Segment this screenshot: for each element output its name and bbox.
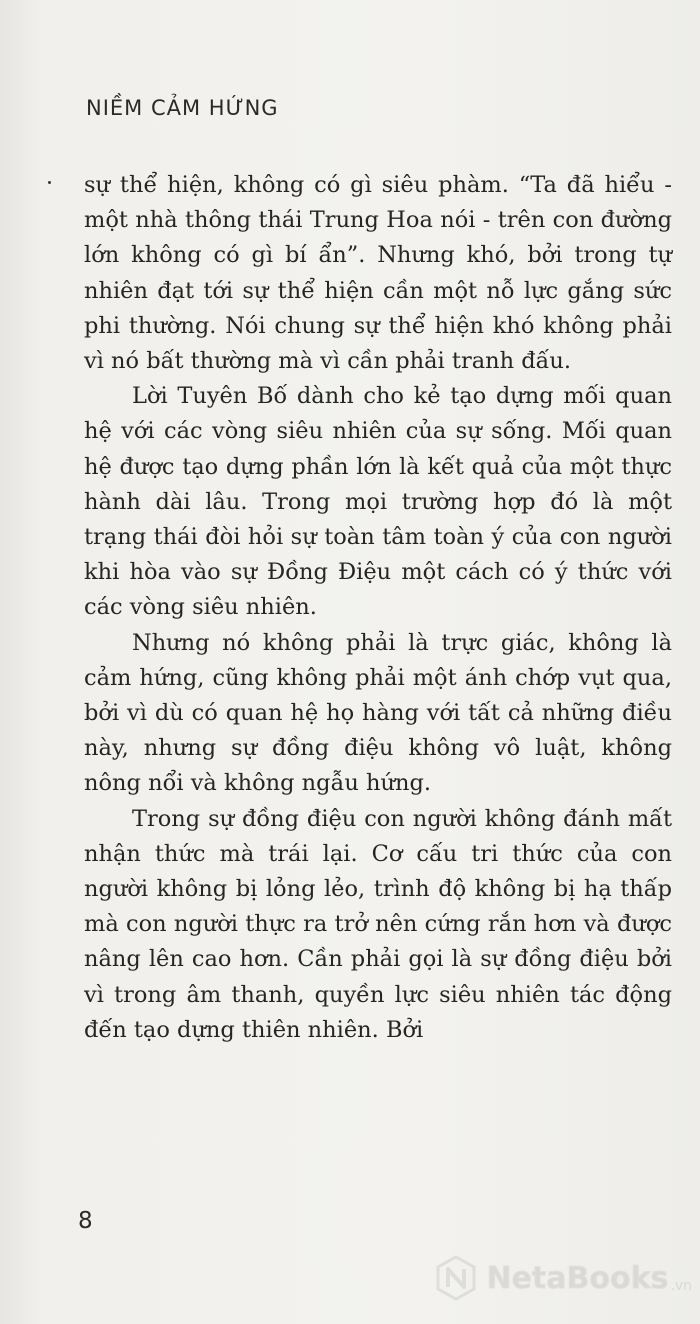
running-header: NIỀM CẢM HỨNG [86, 96, 279, 120]
paragraph-4: Trong sự đồng điệu con người không đánh mất nhận thức mà trái lại. Cơ cấu tri thức của con người không bị lỏng lẻo, trình độ không bị hạ thấp mà con người thực ra trở nên cứng rắn hơn và được nâng lên cao hơn. Cần phải gọi là sự đồng điệu bởi vì trong âm thanh, quyền lực siêu nhiên tác động đến tạo dựng thiên nhiên. Bởi [84, 805, 672, 1043]
paragraph-2: Lời Tuyên Bố dành cho kẻ tạo dựng mối quan hệ với các vòng siêu nhiên của sự sống. Mối quan hệ được tạo dựng phần lớn là kết quả của một thực hành dài lâu. Trong mọi trường hợp đó là một trạng thái đòi hỏi sự toàn tâm toàn ý của con người khi hòa vào sự Đồng Điệu một cách có ý thức với các vòng siêu nhiên. [84, 383, 672, 621]
paragraph-1: sự thể hiện, không có gì siêu phàm. “Ta đã hiểu - một nhà thông thái Trung Hoa nói - trên con đường lớn không có gì bí ẩn”. Nhưng khó, bởi trong tự nhiên đạt tới sự thể hiện cần một nỗ lực gắng sức phi thường. Nói chung sự thể hiện khó không phải vì nó bất thường mà vì cần phải tranh đấu. [84, 172, 672, 375]
netabooks-logo-icon [432, 1254, 480, 1302]
paragraph-3: Nhưng nó không phải là trực giác, không là cảm hứng, cũng không phải một ánh chớp vụt qua, bởi vì dù có quan hệ họ hàng với tất cả những điều này, nhưng sự đồng điệu không vô luật, không nông nổi và không ngẫu hứng. [84, 629, 672, 797]
margin-dot [48, 181, 51, 184]
body-text [84, 168, 672, 1048]
watermark-suffix: .vn [670, 1278, 692, 1294]
watermark [432, 1254, 692, 1302]
page-number: 8 [78, 1208, 93, 1234]
watermark-brand: NetaBooks [486, 1260, 669, 1296]
